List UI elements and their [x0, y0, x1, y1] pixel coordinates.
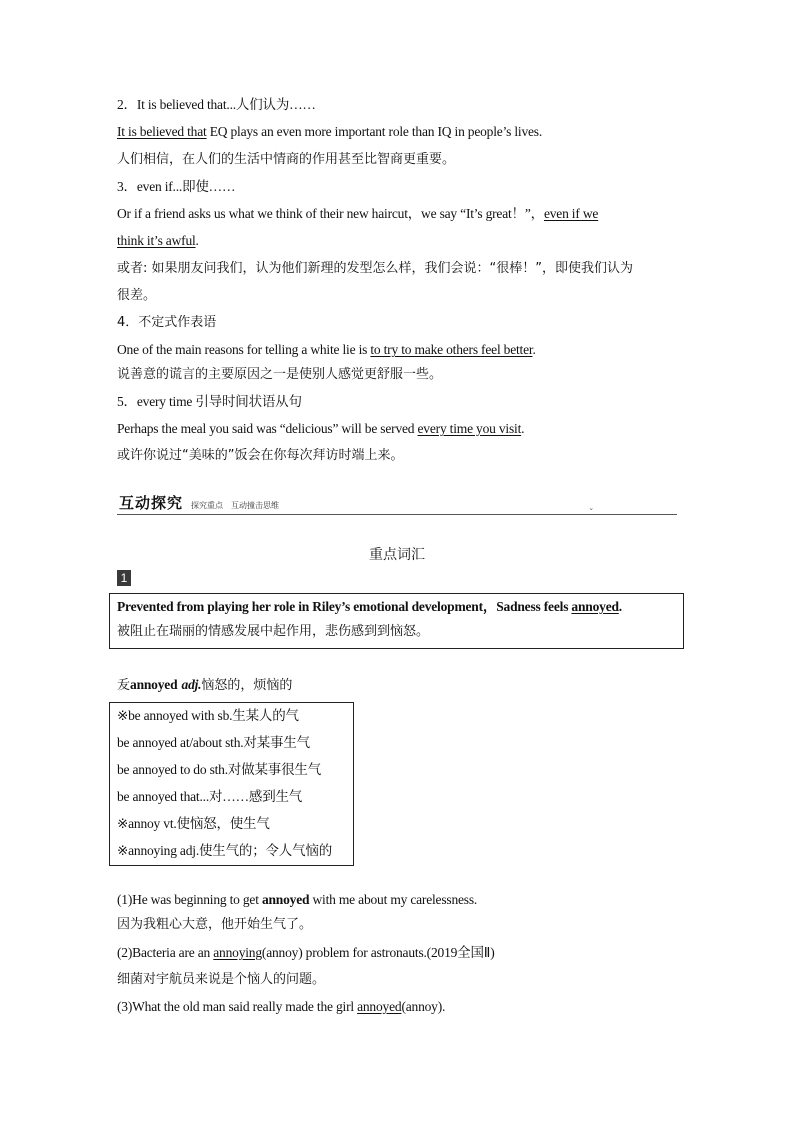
definition-item: ※be annoyed with sb.生某人的气	[117, 708, 299, 723]
item-4-english	[117, 341, 536, 359]
key-sentence-box	[109, 593, 684, 649]
item-3-chinese-line-2: 很差。	[117, 288, 157, 303]
example-2-english	[117, 944, 495, 962]
example-2-answer: annoying	[213, 945, 262, 960]
item-5-heading: 5．every time 引导时间状语从句	[117, 394, 302, 409]
example-3-answer: annoyed	[357, 999, 402, 1014]
entry-pos: adj.	[181, 677, 202, 692]
item-3-english-line-2	[117, 232, 199, 250]
item-3-key-phrase-a: even if we	[543, 206, 599, 221]
example-1-answer: annoyed	[261, 892, 310, 907]
entry-word: annoyed	[130, 677, 178, 692]
definition-item: ※annoy vt.使恼怒，使生气	[117, 816, 270, 831]
item-3-english-line-1	[117, 205, 598, 223]
item-3-key-phrase-b: think it’s awful	[117, 233, 196, 248]
item-4-key-phrase: to try to make others feel better	[370, 342, 533, 357]
item-4-chinese: 说善意的谎言的主要原因之一是使别人感觉更舒服一些。	[117, 367, 443, 382]
example-2-b: (annoy) problem for astronauts.(2019全国Ⅱ)	[261, 945, 495, 960]
item-2-heading: 2．It is believed that...人们认为……	[117, 97, 316, 112]
item-3-chinese-line-1: 或者: 如果朋友问我们，认为他们新理的发型怎么样，我们会说：“很棒！”，即使我们认为	[117, 261, 633, 276]
entry-line	[117, 676, 292, 695]
item-2-chinese: 人们相信，在人们的生活中情商的作用甚至比智商更重要。	[117, 152, 456, 167]
example-3-english	[117, 998, 445, 1016]
item-5-period: .	[521, 421, 525, 436]
item-2-english-rest: EQ plays an even more important role than IQ in people’s lives.	[206, 124, 543, 139]
vocabulary-title: 重点词汇	[369, 547, 425, 563]
example-1-a: (1)He was beginning to get	[117, 892, 262, 907]
item-3-heading: 3．even if...即使……	[117, 179, 236, 194]
section-subtitle: 探究重点 互动撞击思维	[191, 501, 279, 510]
item-5-english	[117, 420, 524, 438]
number-badge: 1	[117, 570, 131, 586]
key-sentence-english	[117, 598, 622, 616]
item-4-heading: 4．不定式作表语	[117, 315, 217, 330]
key-sentence-period: .	[618, 599, 622, 614]
item-3-period: .	[195, 233, 199, 248]
item-2-english	[117, 123, 542, 141]
definition-item: be annoyed at/about sth.对某事生气	[117, 735, 310, 750]
item-5-chinese: 或许你说过“美味的”饭会在你每次拜访时端上来。	[117, 448, 404, 463]
key-sentence-key-word: annoyed	[571, 599, 619, 614]
item-2-key-phrase: It is believed that	[117, 124, 207, 139]
definition-item: ※annoying adj.使生气的；令人气恼的	[117, 843, 332, 858]
item-4-english-a: One of the main reasons for telling a white lie is	[117, 342, 371, 357]
section-title: 互动探究	[119, 494, 184, 512]
definition-item: be annoyed to do sth.对做某事很生气	[117, 762, 322, 777]
entry-marker: 叐	[117, 678, 131, 693]
item-5-key-phrase: every time you visit	[417, 421, 522, 436]
item-5-english-a: Perhaps the meal you said was “delicious” will be served	[117, 421, 418, 436]
entry-meaning: 恼怒的，烦恼的	[201, 678, 293, 693]
example-2-a: (2)Bacteria are an	[117, 945, 214, 960]
item-3-english-a: Or if a friend asks us what we think of their new haircut，we say “It’s great！”，	[117, 206, 544, 221]
definitions-box	[109, 702, 354, 866]
rule-notch-icon: ˇ	[589, 509, 594, 519]
example-1-chinese: 因为我粗心大意，他开始生气了。	[117, 917, 313, 932]
example-3-b: (annoy).	[401, 999, 446, 1014]
example-1-english	[117, 891, 477, 909]
key-sentence-chinese: 被阻止在瑞丽的情感发展中起作用，悲伤感到到恼怒。	[117, 624, 430, 639]
definition-item: be annoyed that...对……感到生气	[117, 789, 303, 804]
section-header	[117, 492, 677, 518]
example-1-b: with me about my carelessness.	[309, 892, 478, 907]
example-3-a: (3)What the old man said really made the girl	[117, 999, 358, 1014]
example-2-chinese: 细菌对宇航员来说是个恼人的问题。	[117, 972, 326, 987]
key-sentence-english-a: Prevented from playing her role in Riley’s emotional development，Sadness feels	[117, 599, 572, 614]
item-4-period: .	[532, 342, 536, 357]
